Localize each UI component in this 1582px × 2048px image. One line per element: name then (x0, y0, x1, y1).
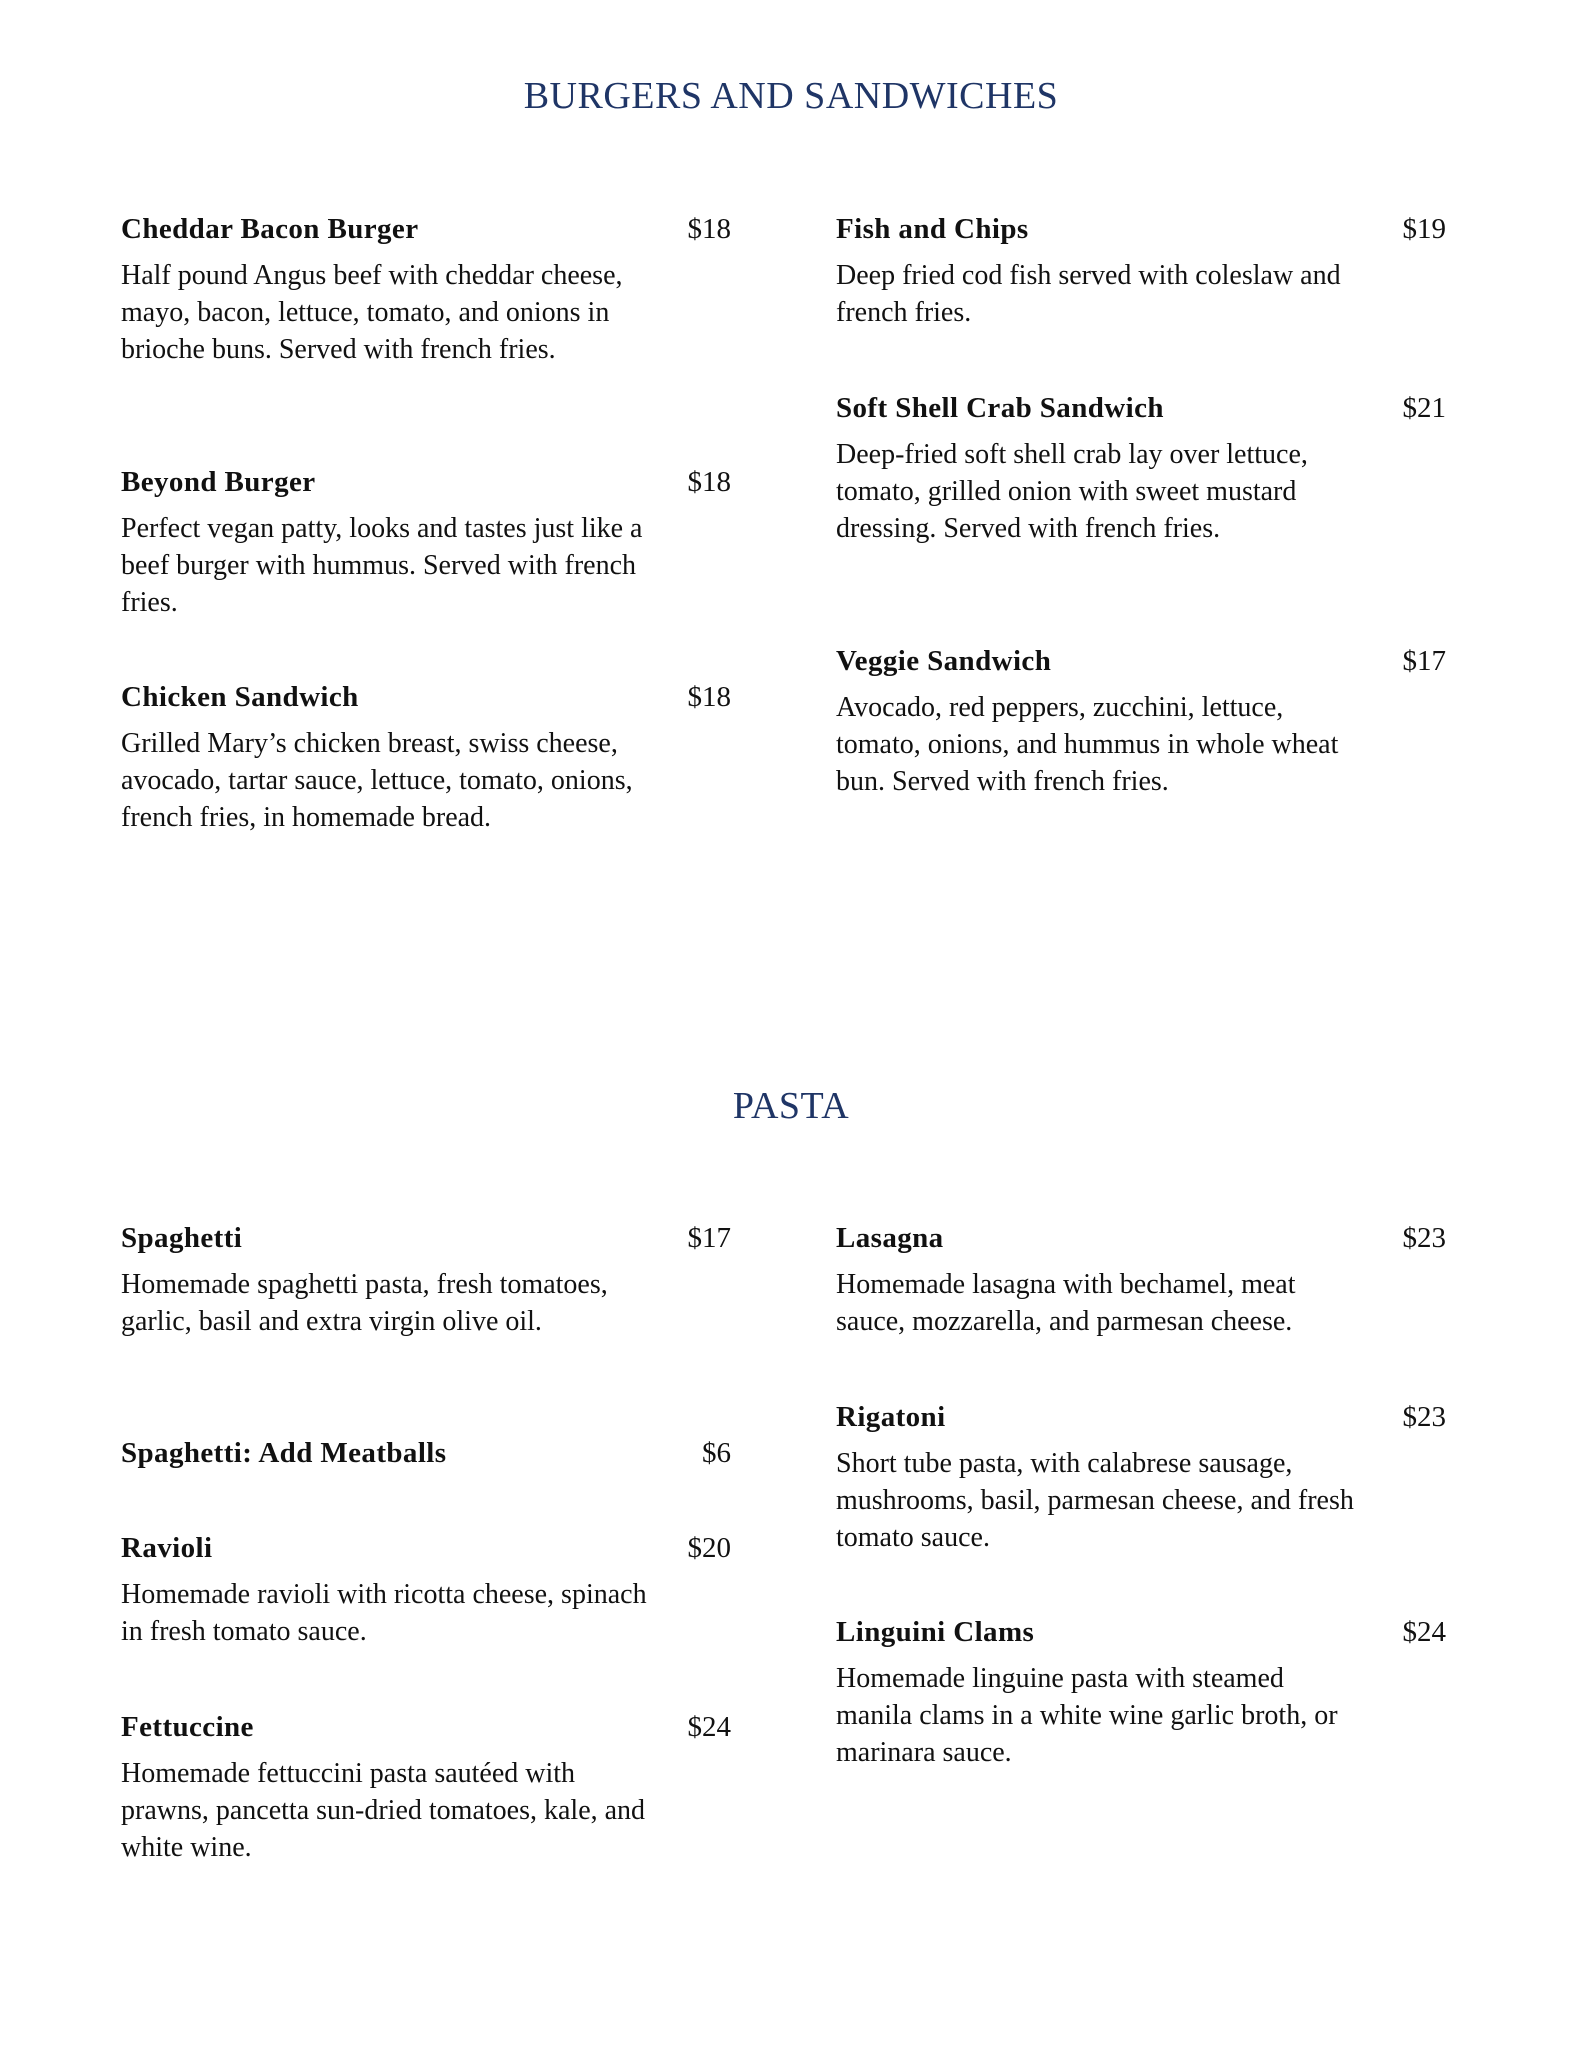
item-description: Avocado, red peppers, zucchini, lettuce, tomato, onions, and hummus in whole wheat bun. Served with french fries. (836, 692, 1339, 797)
item-description: Perfect vegan patty, looks and tastes just like a beef burger with hummus. Served with french fries. (121, 513, 643, 618)
item-description: Deep fried cod fish served with coleslaw and french fries. (836, 260, 1341, 328)
item-name: Chicken Sandwich (121, 681, 359, 713)
item-description: Deep-fried soft shell crab lay over lettuce, tomato, grilled onion with sweet mustard dressing. Served with french fries. (836, 439, 1308, 544)
item-price: $18 (687, 681, 731, 713)
item-price: $24 (687, 1711, 731, 1743)
item-price: $18 (687, 213, 731, 245)
item-name: Linguini Clams (836, 1616, 1035, 1648)
item-price: $21 (1402, 392, 1446, 424)
item-price: $18 (687, 466, 731, 498)
item-description: Half pound Angus beef with cheddar cheese, mayo, bacon, lettuce, tomato, and onions in brioche buns. Served with french fries. (121, 260, 623, 365)
item-name: Soft Shell Crab Sandwich (836, 392, 1164, 424)
item-price: $20 (687, 1532, 731, 1564)
item-description: Grilled Mary’s chicken breast, swiss cheese, avocado, tartar sauce, lettuce, tomato, onions, french fries, in homemade bread. (121, 728, 633, 833)
item-price: $23 (1402, 1222, 1446, 1254)
item-name: Veggie Sandwich (836, 645, 1052, 677)
item-name: Cheddar Bacon Burger (121, 213, 419, 245)
item-name: Spaghetti (121, 1222, 243, 1254)
item-name: Lasagna (836, 1222, 944, 1254)
item-name: Beyond Burger (121, 466, 316, 498)
section-title-burgers: BURGERS AND SANDWICHES (523, 75, 1059, 117)
item-description: Short tube pasta, with calabrese sausage, mushrooms, basil, parmesan cheese, and fresh tomato sauce. (836, 1448, 1354, 1553)
item-price: $23 (1402, 1401, 1446, 1433)
item-name: Fish and Chips (836, 213, 1029, 245)
item-price: $17 (687, 1222, 731, 1254)
item-description: Homemade lasagna with bechamel, meat sauce, mozzarella, and parmesan cheese. (836, 1269, 1296, 1337)
item-price: $19 (1402, 213, 1446, 245)
item-description: Homemade linguine pasta with steamed manila clams in a white wine garlic broth, or marinara sauce. (836, 1663, 1338, 1768)
item-name: Rigatoni (836, 1401, 946, 1433)
item-price: $17 (1402, 645, 1446, 677)
item-price: $6 (702, 1437, 731, 1469)
item-description: Homemade fettuccini pasta sautéed with prawns, pancetta sun-dried tomatoes, kale, and white wine. (121, 1758, 646, 1863)
item-name: Spaghetti: Add Meatballs (121, 1437, 447, 1469)
item-name: Ravioli (121, 1532, 213, 1564)
item-description: Homemade spaghetti pasta, fresh tomatoes, garlic, basil and extra virgin olive oil. (121, 1269, 608, 1337)
item-name: Fettuccine (121, 1711, 254, 1743)
item-description: Homemade ravioli with ricotta cheese, spinach in fresh tomato sauce. (121, 1579, 647, 1647)
item-price: $24 (1402, 1616, 1446, 1648)
section-title-pasta: PASTA (732, 1085, 850, 1127)
